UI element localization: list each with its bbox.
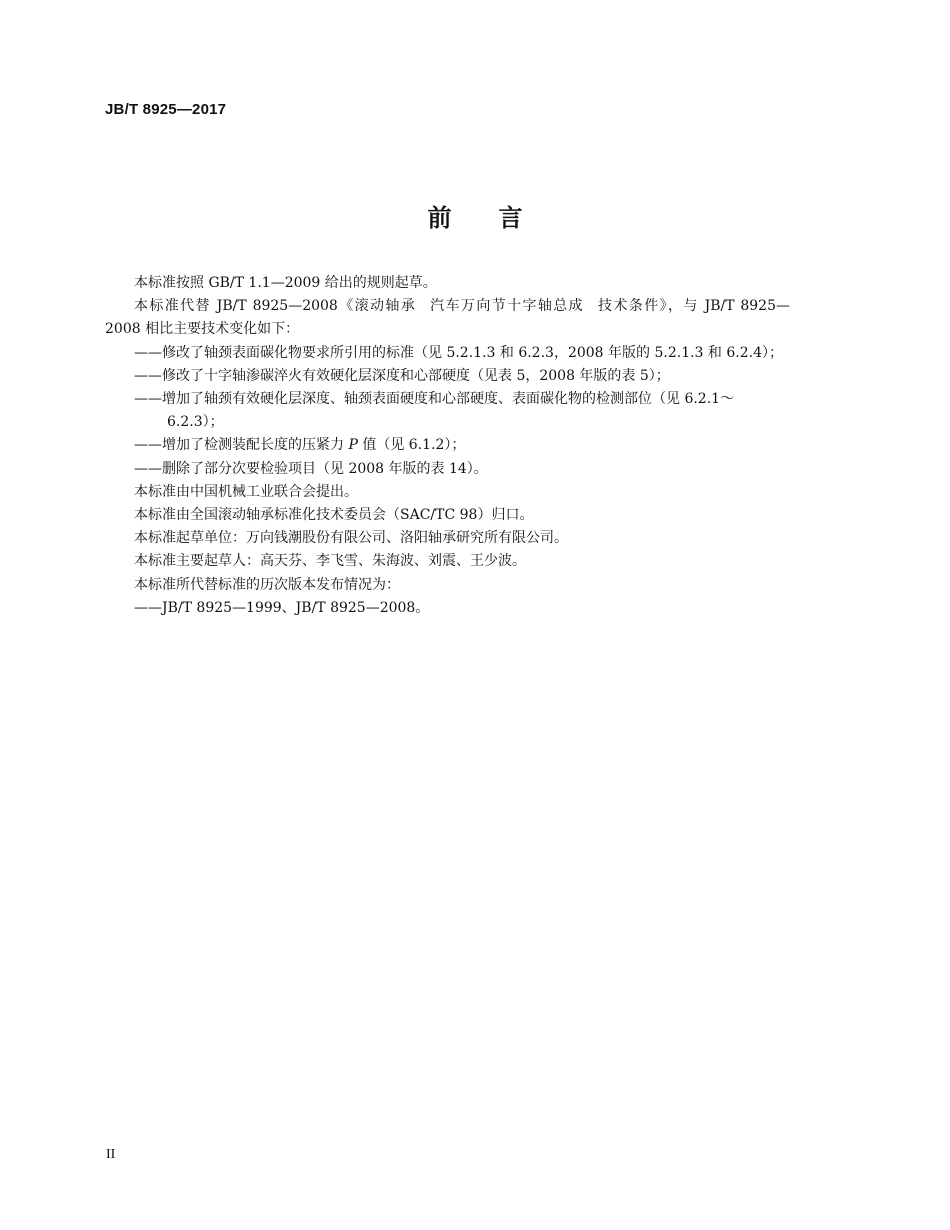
change-item-3-line1: ——增加了轴颈有效硬化层深度、轴颈表面硬度和心部硬度、表面碳化物的检测部位（见 6.2.1～	[134, 391, 735, 408]
paragraph-drafting-units: 本标准起草单位：万向钱潮股份有限公司、洛阳轴承研究所有限公司。	[134, 530, 568, 547]
paragraph-drafters: 本标准主要起草人：高天芬、李飞雪、朱海波、刘震、王少波。	[134, 553, 526, 570]
change-item-4-after: 值（见 6.1.2）；	[357, 437, 466, 454]
paragraph-under-jurisdiction: 本标准由全国滚动轴承标准化技术委员会（SAC/TC 98）归口。	[134, 507, 534, 524]
paragraph-proposed-by: 本标准由中国机械工业联合会提出。	[134, 483, 358, 500]
page-title	[0, 198, 950, 233]
replaces-text-b: 汽车万向节十字轴总成	[430, 298, 585, 315]
change-item-2: ——修改了十字轴渗碳淬火有效硬化层深度和心部硬度（见表 5，2008 年版的表 5）；	[134, 367, 670, 384]
page-number: II	[106, 1147, 116, 1162]
paragraph-previous-editions: 本标准所代替标准的历次版本发布情况为：	[134, 576, 400, 593]
paragraph-drafting-rules: 本标准按照 GB/T 1.1—2009 给出的规则起草。	[134, 275, 437, 291]
change-item-3	[105, 388, 790, 434]
standard-code: JB/T 8925—2017	[105, 101, 227, 118]
change-item-3-line2: 6.2.3）；	[167, 414, 224, 431]
previous-editions-list: ——JB/T 8925—1999、JB/T 8925—2008。	[134, 599, 430, 616]
change-item-4-variable: P	[348, 437, 358, 454]
foreword-body	[105, 272, 790, 620]
page-title-char-1: 前	[427, 204, 452, 232]
page-title-char-2: 言	[498, 204, 523, 232]
change-item-4	[105, 434, 790, 457]
replaces-text-a: 本标准代替 JB/T 8925—2008《滚动轴承	[134, 298, 417, 315]
change-item-4-before: ——增加了检测装配长度的压紧力	[134, 437, 349, 454]
change-item-5: ——删除了部分次要检验项目（见 2008 年版的表 14）。	[134, 460, 488, 477]
change-item-1: ——修改了轴颈表面碳化物要求所引用的标准（见 5.2.1.3 和 6.2.3，2008 年版的 5.2.1.3 和 6.2.4）；	[134, 344, 783, 361]
paragraph-replaces-line2: 2008 相比主要技术变化如下：	[105, 321, 300, 338]
replaces-text-c: 技术条件》，与 JB/T 8925—	[598, 298, 791, 315]
paragraph-replaces-line1	[105, 295, 790, 318]
